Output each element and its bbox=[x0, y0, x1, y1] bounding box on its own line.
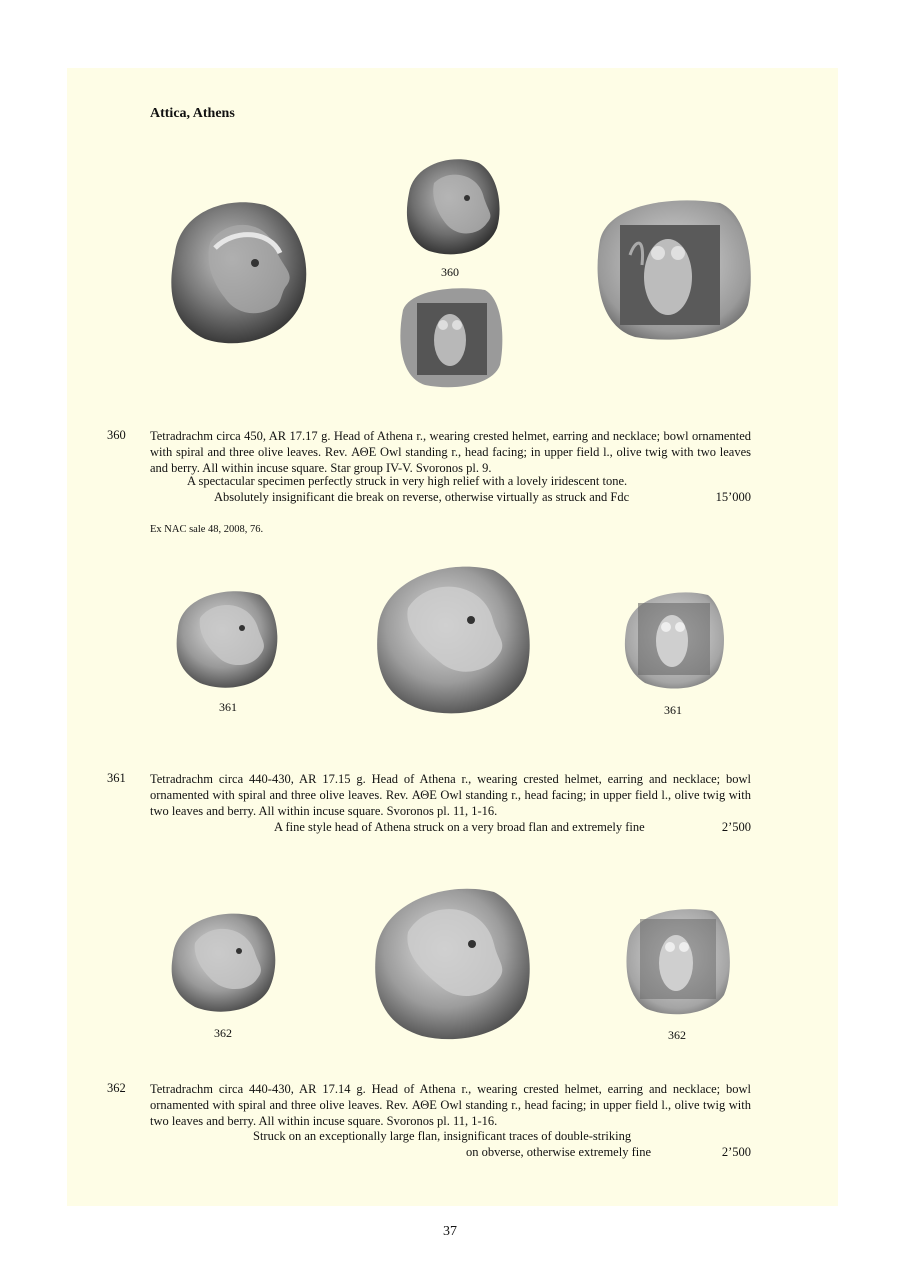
coin-362-obverse-large bbox=[366, 880, 536, 1046]
coin-362-obverse-small bbox=[165, 905, 280, 1017]
lot-estimate: 15’000 bbox=[715, 490, 751, 504]
lot-description: Tetradrachm circa 450, AR 17.17 g. Head of Athena r., wearing crested helmet, earring and necklace; bowl ornamented with spiral and three olive leaves. Rev. ΑΘΕ Owl standing r., head facing; in upper field l., olive twig with two leaves and berry. All within incuse square. Star group IV-V. Svoronos pl. 9. bbox=[150, 429, 751, 475]
image-label-361: 361 bbox=[664, 703, 682, 717]
image-label-360: 360 bbox=[441, 265, 459, 279]
lot-note-line: on obverse, otherwise extremely fine bbox=[466, 1145, 652, 1159]
coin-360-obverse-small bbox=[399, 153, 503, 259]
section-title: Attica, Athens bbox=[150, 106, 235, 121]
coin-362-reverse bbox=[622, 903, 734, 1019]
lot-note-line: Struck on an exceptionally large flan, insignificant traces of double-striking bbox=[253, 1129, 632, 1143]
image-label-362: 362 bbox=[214, 1026, 232, 1040]
coin-361-obverse-large bbox=[368, 558, 536, 720]
lot-estimate: 2’500 bbox=[721, 820, 751, 834]
lot-note-line: A spectacular specimen perfectly struck in very high relief with a lovely iridescent tone. bbox=[187, 474, 628, 488]
lot-number: 361 bbox=[107, 771, 126, 785]
lot-note-line: Absolutely insignificant die break on reverse, otherwise virtually as struck and Fdc bbox=[214, 490, 630, 504]
coin-361-reverse bbox=[620, 585, 728, 693]
coin-360-reverse-large bbox=[590, 195, 755, 345]
lot-note-line: A fine style head of Athena struck on a very broad flan and extremely fine bbox=[274, 820, 645, 834]
lot-number: 360 bbox=[107, 428, 126, 442]
coin-360-reverse-small bbox=[395, 285, 505, 391]
lot-description: Tetradrachm circa 440-430, AR 17.15 g. Head of Athena r., wearing crested helmet, earring and necklace; bowl ornamented with spiral and three olive leaves. Rev. ΑΘΕ Owl standing r., head facing; in upper field l., olive twig with two leaves and berry. All within incuse square. Svoronos pl. 11, 1-16. bbox=[150, 772, 751, 818]
lot-number: 362 bbox=[107, 1081, 126, 1095]
lot-provenance: Ex NAC sale 48, 2008, 76. bbox=[150, 524, 264, 535]
page-number: 37 bbox=[443, 1224, 457, 1239]
image-label-362: 362 bbox=[668, 1028, 686, 1042]
coin-361-obverse-small bbox=[170, 583, 282, 693]
lot-estimate: 2’500 bbox=[721, 1145, 751, 1159]
coin-360-obverse-large bbox=[155, 193, 311, 349]
image-label-361: 361 bbox=[219, 700, 237, 714]
lot-description: Tetradrachm circa 440-430, AR 17.14 g. Head of Athena r., wearing crested helmet, earring and necklace; bowl ornamented with spiral and three olive leaves. Rev. ΑΘΕ Owl standing r., head facing; in upper field l., olive twig with two leaves and berry. All within incuse square. Svoronos pl. 11, 1-16. bbox=[150, 1082, 751, 1128]
